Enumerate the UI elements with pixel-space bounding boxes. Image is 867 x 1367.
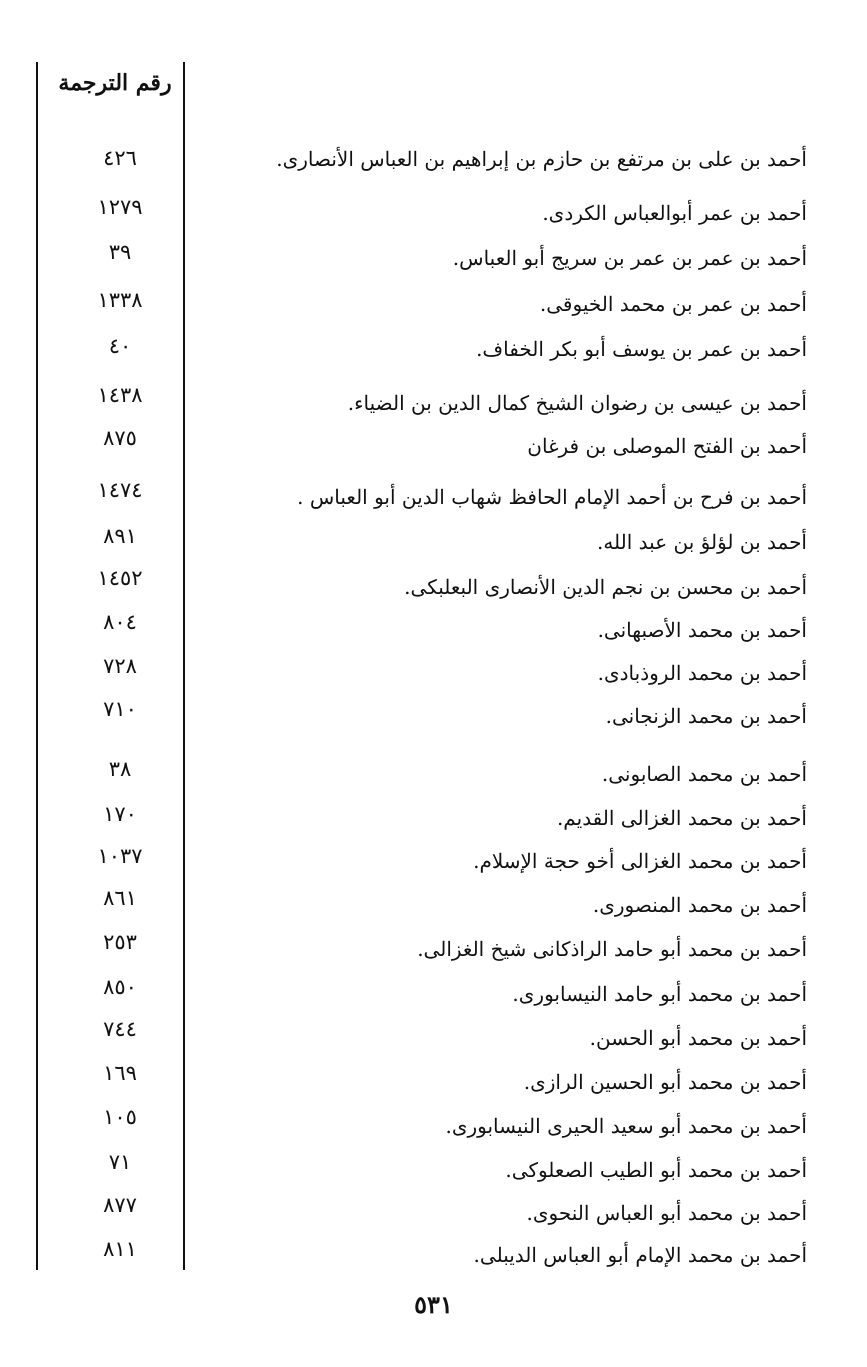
entry-number: ٧٢٨	[103, 654, 137, 678]
entry-number: ١٤٧٤	[97, 478, 143, 502]
left-vertical-rule	[36, 62, 38, 1270]
entry-number: ٨٠٤	[103, 610, 137, 634]
entry-number: ٢٥٣	[103, 930, 137, 954]
entry-name: أحمد بن محمد أبو العباس النحوى.	[526, 1201, 807, 1225]
entry-number: ٤٠	[108, 334, 132, 358]
entry-name: أحمد بن محمد الغزالى أخو حجة الإسلام.	[473, 849, 807, 873]
entry-name: أحمد بن محمد أبو الحسن.	[589, 1026, 807, 1050]
entry-number: ٨٥٠	[103, 975, 137, 999]
entry-name: أحمد بن محمد الإمام أبو العباس الديبلى.	[473, 1243, 807, 1267]
entry-name: أحمد بن على بن مرتفع بن حازم بن إبراهيم بن العباس الأنصارى.	[276, 147, 807, 171]
column-divider-rule	[183, 62, 185, 1270]
entry-number: ٧١	[108, 1150, 132, 1174]
entry-number: ٧١٠	[103, 697, 137, 721]
entry-name: أحمد بن لؤلؤ بن عبد الله.	[596, 530, 807, 554]
entry-number: ٣٩	[108, 240, 132, 264]
entry-name: أحمد بن عمر بن عمر بن سريج أبو العباس.	[452, 246, 807, 270]
entry-name: أحمد بن محمد أبو حامد النيسابورى.	[512, 982, 807, 1006]
entry-number: ١٠٥	[103, 1105, 137, 1129]
entry-name: أحمد بن عيسى بن رضوان الشيخ كمال الدين بن الضياء.	[347, 391, 807, 415]
entry-number: ١٠٣٧	[97, 844, 143, 868]
entry-number: ١٢٧٩	[97, 195, 143, 219]
entry-name: أحمد بن الفتح الموصلى بن فرغان	[527, 434, 807, 458]
entry-name: أحمد بن عمر أبوالعباس الكردى.	[542, 201, 807, 225]
entry-number: ٧٤٤	[103, 1017, 137, 1041]
entry-name: أحمد بن محمد أبو الحسين الرازى.	[523, 1070, 807, 1094]
entry-number: ٤٢٦	[103, 146, 137, 170]
entry-number: ٨٧٥	[103, 426, 137, 450]
entry-name: أحمد بن محمد الغزالى القديم.	[556, 806, 807, 830]
entry-name: أحمد بن محمد الأصبهانى.	[597, 618, 807, 642]
entry-number: ١٤٥٢	[97, 566, 143, 590]
entry-number: ٨٧٧	[103, 1193, 137, 1217]
entry-number: ١٣٣٨	[97, 288, 143, 312]
entry-number: ١٦٩	[103, 1061, 137, 1085]
entry-name: أحمد بن فرح بن أحمد الإمام الحافظ شهاب الدين أبو العباس .	[297, 485, 807, 509]
entry-number: ٨١١	[103, 1237, 137, 1261]
entry-name: أحمد بن عمر بن محمد الخيوقى.	[539, 292, 807, 316]
entry-name: أحمد بن محمد أبو حامد الراذكانى شيخ الغزالى.	[417, 937, 807, 961]
entry-name: أحمد بن محمد الصابونى.	[601, 762, 807, 786]
entry-number: ٣٨	[108, 757, 132, 781]
entry-number: ٨٩١	[103, 524, 137, 548]
entry-number: ٨٦١	[103, 886, 137, 910]
page-number: ٥٣١	[414, 1290, 453, 1319]
entry-name: أحمد بن محمد الزنجانى.	[605, 704, 807, 728]
entry-name: أحمد بن عمر بن يوسف أبو بكر الخفاف.	[476, 337, 807, 361]
entry-number: ١٤٣٨	[97, 383, 143, 407]
entry-name: أحمد بن محمد الروذبادى.	[597, 661, 807, 685]
entry-name: أحمد بن محسن بن نجم الدين الأنصارى البعلبكى.	[404, 575, 807, 599]
entry-name: أحمد بن محمد المنصورى.	[592, 893, 807, 917]
entry-name: أحمد بن محمد أبو الطيب الصعلوكى.	[505, 1158, 807, 1182]
entry-name: أحمد بن محمد أبو سعيد الحيرى النيسابورى.	[445, 1114, 807, 1138]
entry-number-column-header: رقم الترجمة	[58, 70, 172, 96]
entry-number: ١٧٠	[103, 802, 137, 826]
